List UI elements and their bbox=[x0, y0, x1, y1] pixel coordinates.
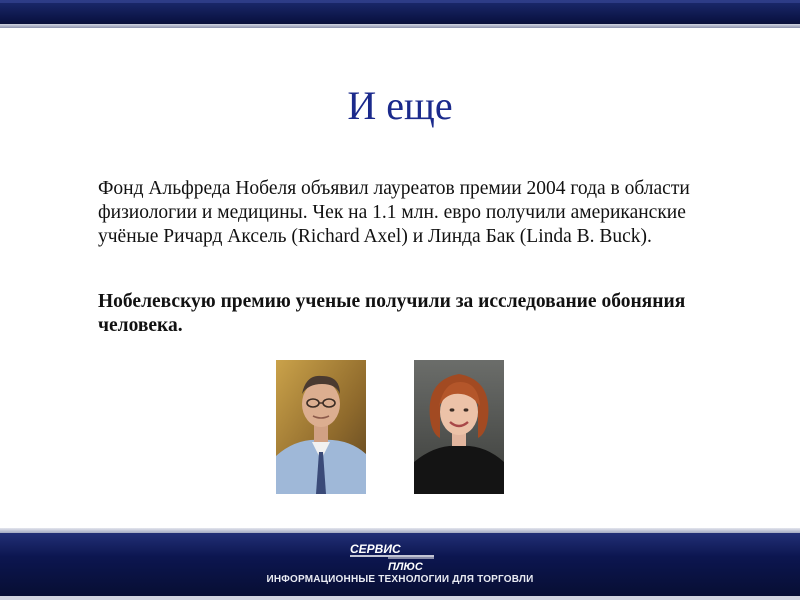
logo-word-servis: СЕРВИС bbox=[350, 542, 401, 556]
slide-title: И еще bbox=[347, 83, 453, 128]
portrait-linda-buck bbox=[414, 360, 504, 494]
top-banner bbox=[0, 0, 800, 28]
paragraph-laureates: Фонд Альфреда Нобеля объявил лауреатов премии 2004 года в области физиологии и медицины. Чек на 1.1 млн. евро получили американские учёные Ричард Аксель (Richard Axel) и Линда Бак (Linda B. Buck). bbox=[98, 178, 690, 247]
top-banner-stripe bbox=[0, 24, 800, 28]
top-banner-shine bbox=[0, 0, 800, 3]
servis-plus-logo bbox=[348, 540, 438, 572]
footer-stripe bbox=[0, 528, 800, 533]
logo-word-plus: ПЛЮС bbox=[388, 561, 423, 572]
portrait-richard-axel bbox=[276, 360, 366, 494]
footer-bottom-line bbox=[0, 596, 800, 600]
footer-tagline: ИНФОРМАЦИОННЫЕ ТЕХНОЛОГИИ ДЛЯ ТОРГОВЛИ bbox=[266, 574, 534, 585]
paragraph-research: Нобелевскую премию ученые получили за исследование обоняния человека. bbox=[98, 291, 686, 336]
